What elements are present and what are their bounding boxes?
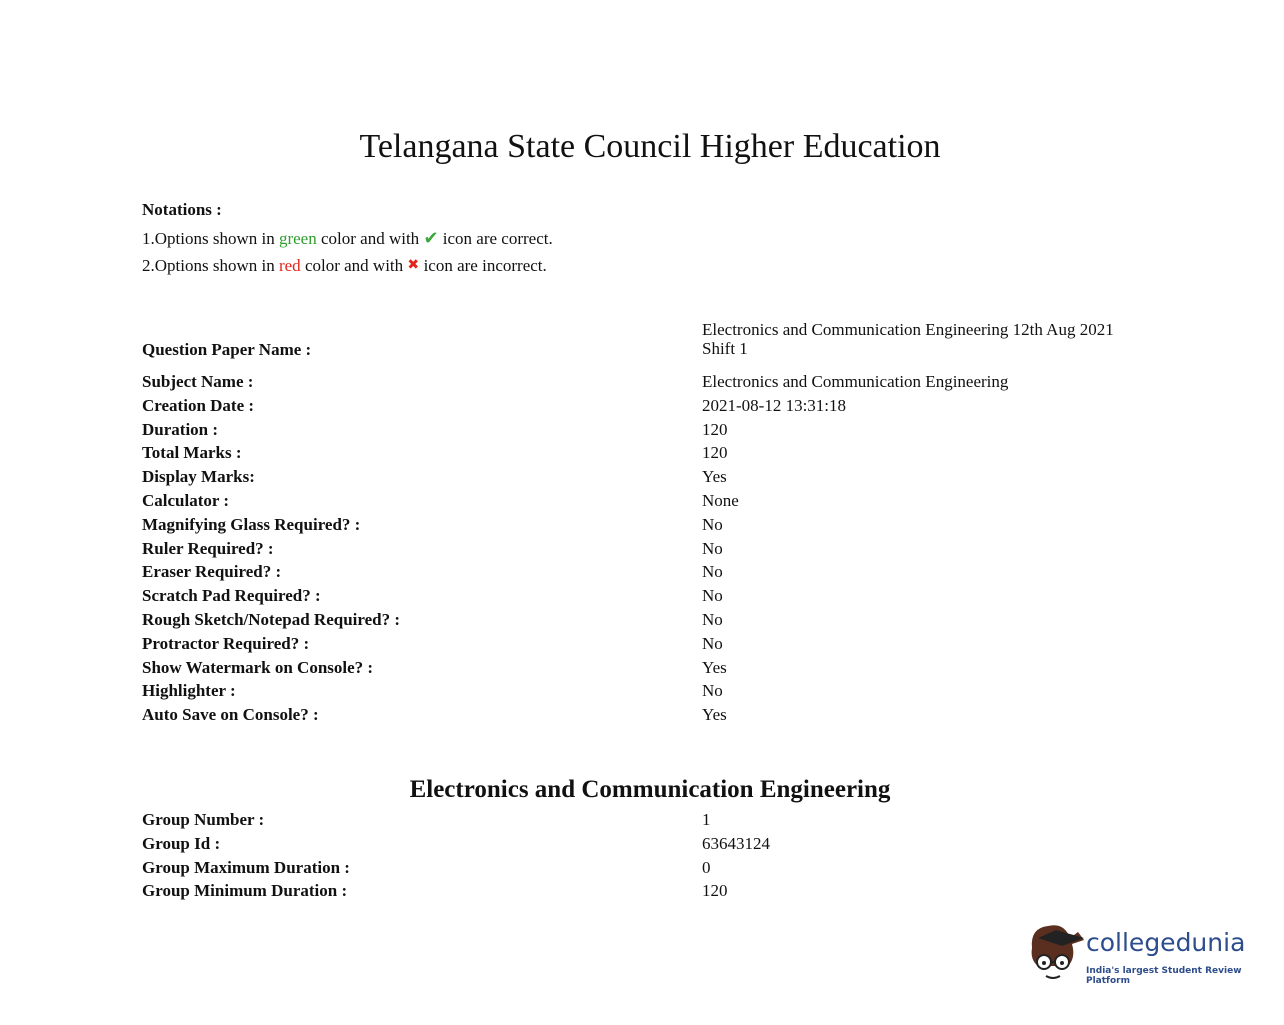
detail-value: No (702, 538, 723, 558)
notation-incorrect (142, 252, 553, 278)
detail-value: 63643124 (702, 833, 770, 853)
detail-label: Total Marks : (142, 443, 242, 463)
detail-label: Group Number : (142, 810, 265, 829)
detail-label: Display Marks: (142, 467, 255, 487)
notation-correct (142, 226, 553, 252)
detail-label: Duration : (142, 419, 219, 439)
detail-value: No (702, 562, 723, 582)
detail-value: Electronics and Communication Engineering 12th Aug 2021 Shift 1 (702, 320, 1114, 358)
red-word: red (278, 256, 301, 275)
detail-value: No (702, 633, 723, 653)
detail-value: No (702, 514, 723, 534)
page-title: Telangana State Council Higher Education (359, 128, 941, 165)
detail-value: 120 (702, 443, 728, 463)
detail-label: Calculator : (142, 490, 230, 510)
notations-block (142, 200, 553, 278)
collegedunia-logo (1026, 918, 1256, 990)
notation-text: 2.Options shown in (142, 256, 279, 275)
detail-label: Magnifying Glass Required? : (142, 514, 361, 534)
notation-text: icon are incorrect. (423, 256, 547, 275)
detail-value: No (702, 586, 723, 606)
detail-value: No (702, 681, 723, 701)
detail-label: Creation Date : (142, 395, 255, 415)
detail-value: 2021-08-12 13:31:18 (702, 395, 847, 415)
detail-label: Ruler Required? : (142, 538, 274, 558)
detail-value: Yes (702, 467, 727, 487)
green-word: green (278, 229, 317, 248)
detail-label: Rough Sketch/Notepad Required? : (142, 609, 401, 629)
notation-text: color and with (300, 256, 408, 275)
detail-value: 120 (702, 881, 728, 901)
notation-text: 1.Options shown in (142, 229, 279, 248)
logo-brand: collegedunia (1086, 928, 1246, 957)
detail-label: Protractor Required? : (142, 633, 310, 653)
detail-value: 0 (702, 857, 711, 877)
detail-label: Auto Save on Console? : (142, 705, 319, 725)
detail-label: Highlighter : (142, 681, 236, 701)
logo-tagline: India's largest Student Review Platform (1086, 966, 1242, 986)
notation-text: color and with (316, 229, 424, 248)
detail-value: Yes (702, 705, 727, 725)
detail-label: Group Maximum Duration : (142, 857, 350, 877)
detail-label: Question Paper Name : (142, 340, 312, 359)
detail-value: 120 (702, 419, 728, 439)
cross-icon: ✖ (407, 257, 424, 273)
check-icon: ✔ (423, 228, 439, 249)
detail-label: Eraser Required? : (142, 562, 282, 582)
detail-value: No (702, 609, 723, 629)
detail-label: Group Id : (142, 833, 221, 853)
detail-label: Group Minimum Duration : (142, 881, 348, 901)
detail-value: Electronics and Communication Engineering (702, 372, 1009, 391)
detail-value: Yes (702, 657, 727, 677)
notations-heading: Notations : (142, 200, 222, 219)
notation-text: icon are correct. (438, 229, 553, 248)
detail-label: Scratch Pad Required? : (142, 586, 321, 606)
detail-value: None (702, 490, 739, 510)
detail-label: Subject Name : (142, 372, 254, 391)
mascot-icon (1026, 918, 1086, 990)
detail-label: Show Watermark on Console? : (142, 657, 374, 677)
detail-value: 1 (702, 810, 711, 829)
section-title: Electronics and Communication Engineering (409, 776, 891, 803)
